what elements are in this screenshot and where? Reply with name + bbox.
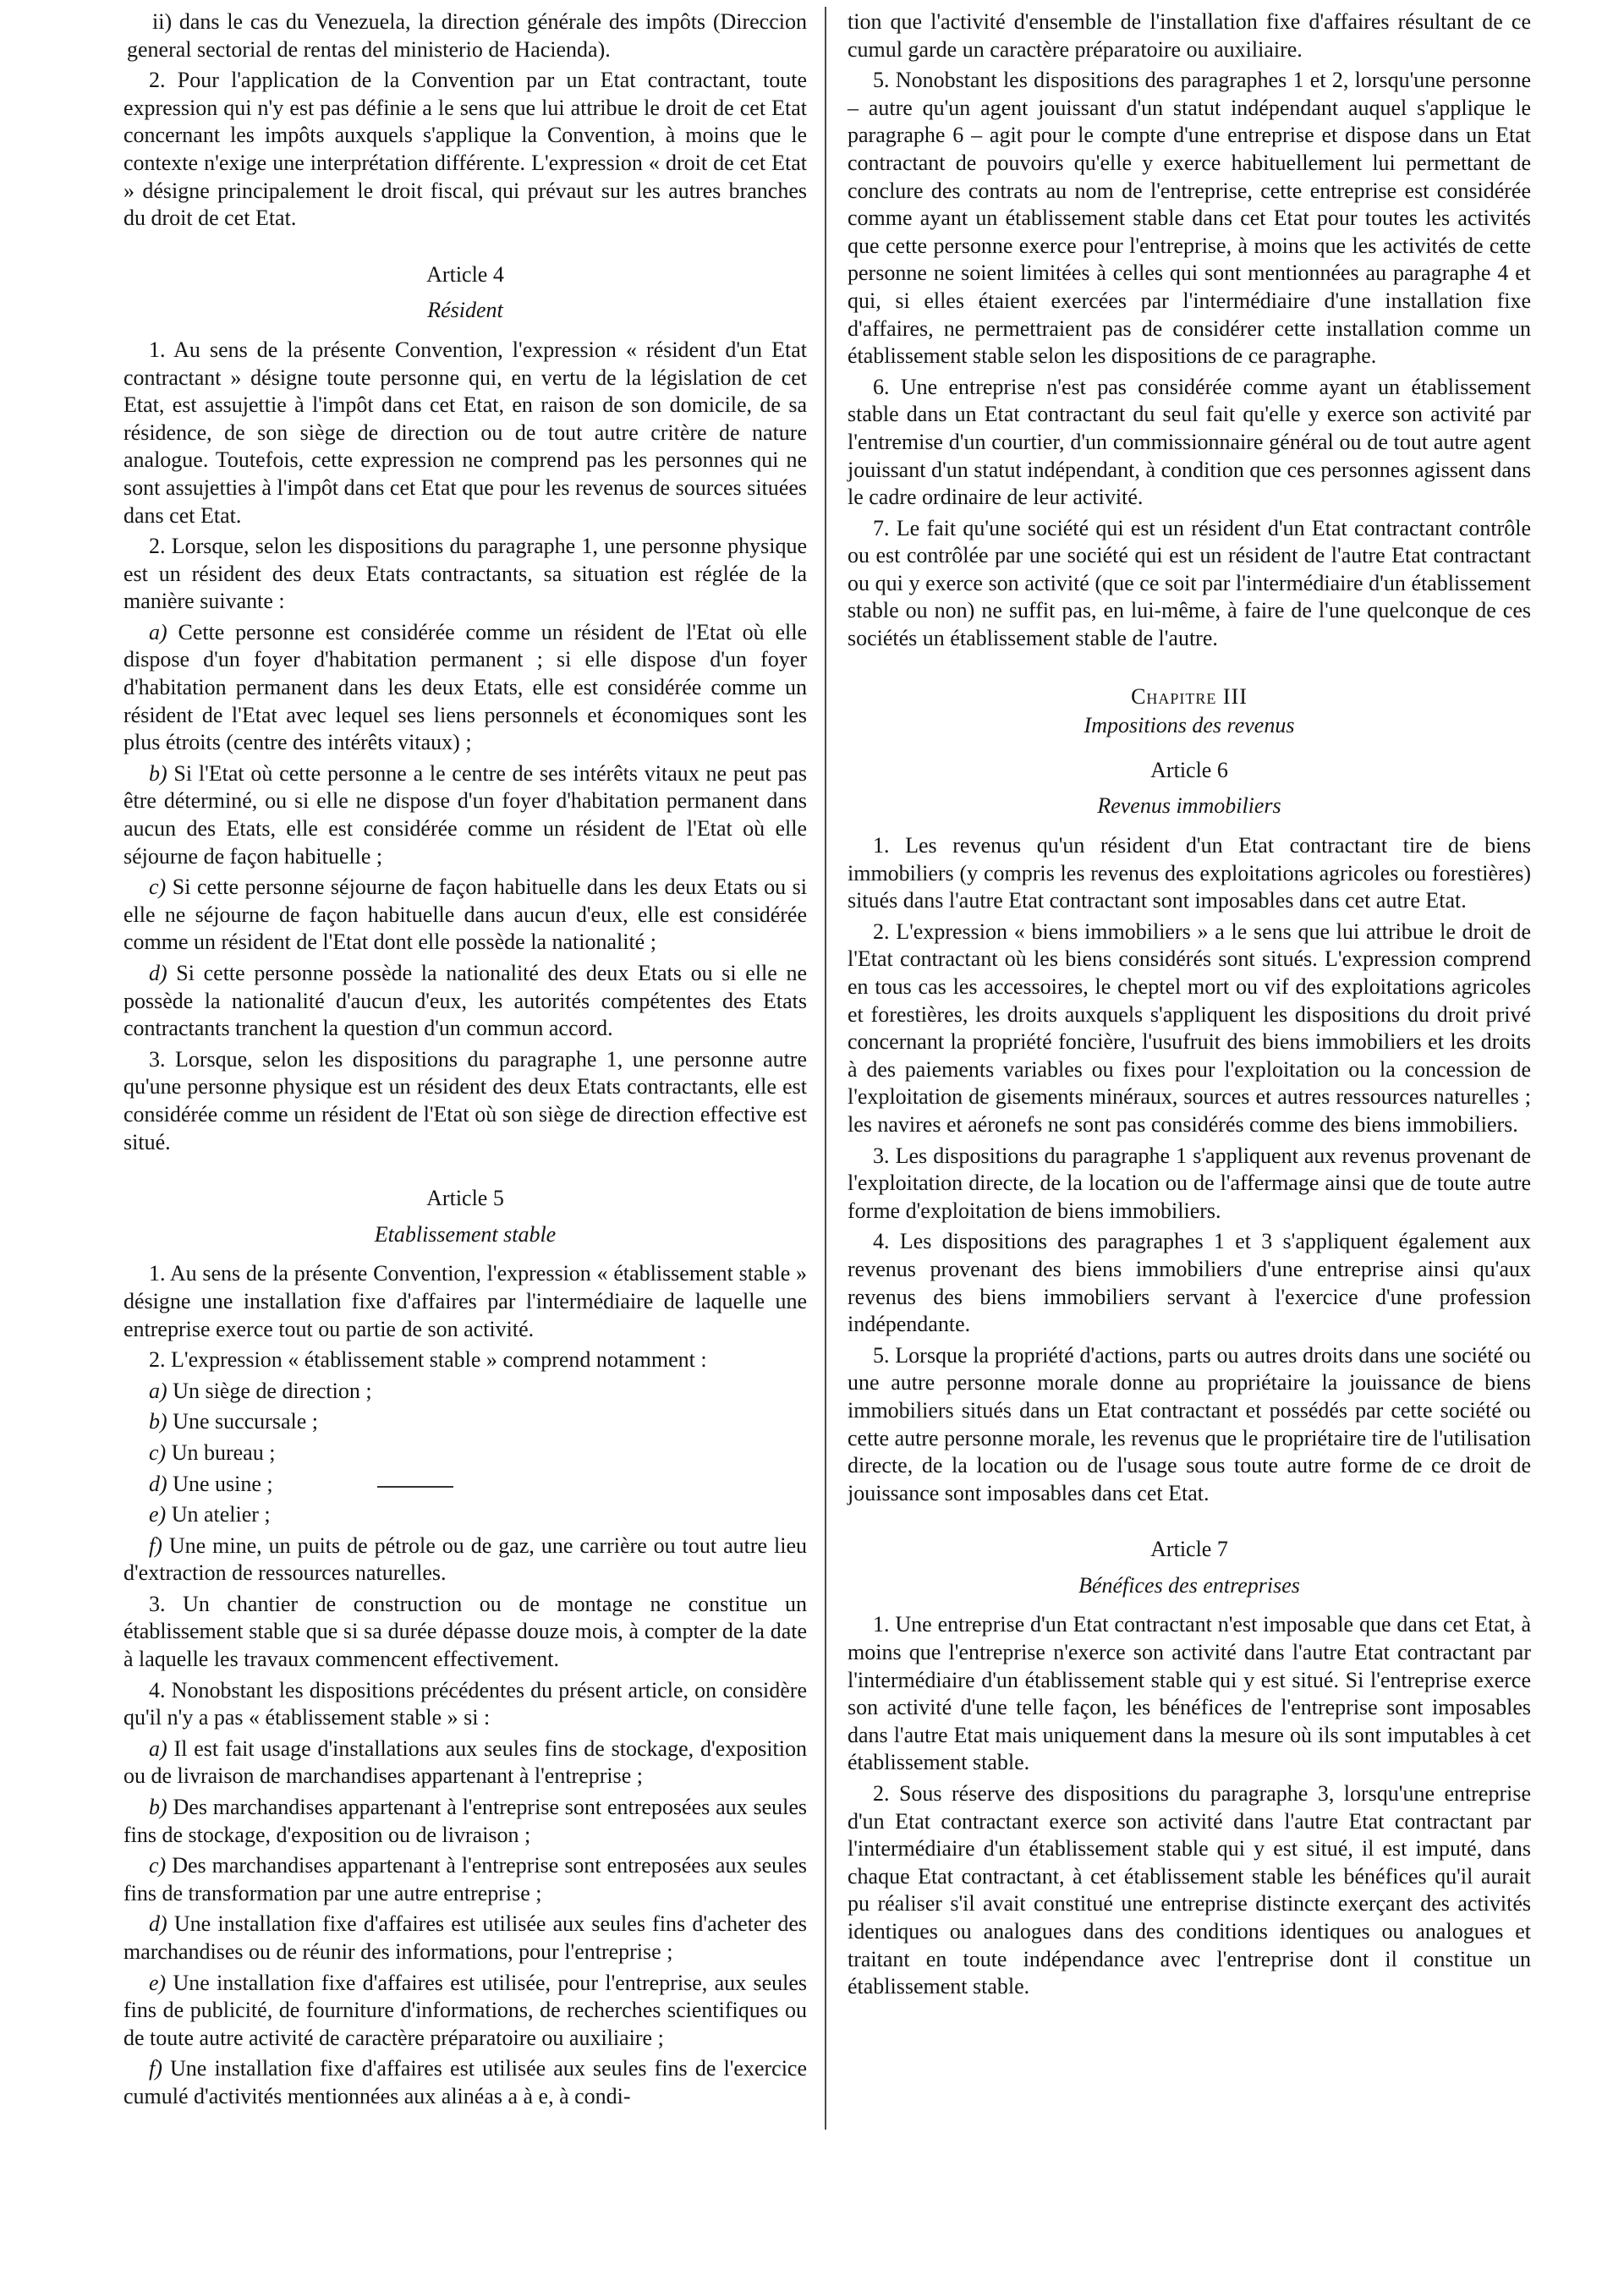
paragraph: 2. L'expression « biens immobiliers » a le sens que lui attribue le droit de l'Etat contractant où les biens considérés sont situés. L'expression comprend en tous cas les accessoires, le cheptel mort ou vif des exploitations agricoles et forestières, les droits auxquels s'appliquent les dispositions du droit privé concernant la propriété foncière, l'usufruit des biens immobiliers et les droits à des paiements variables ou fixes pour l'exploitation ou la concession de l'exploitation de gisements minéraux, sources et autres ressources naturelles ; les navires et aéronefs ne sont pas considérés comme des biens immobiliers. [848,918,1531,1137]
item-letter: e) [149,1502,167,1527]
list-item [123,760,807,870]
paragraph: 2. Pour l'application de la Convention par un Etat contractant, toute expression qui n'y est pas définie a le sens que lui attribue le droit de cet Etat concernant les impôts auxquels s'applique la Convention, à moins que le contexte n'exige une interprétation différente. L'expression « droit de cet Etat » désigne principalement le droit fiscal, qui prévaut sur les autres branches du droit de cet Etat. [123,68,807,231]
paragraph: 1. Une entreprise d'un Etat contractant n'est imposable que dans cet Etat, à moins que l'entreprise n'exerce son activité dans l'autre Etat contractant par l'intermédiaire d'un établissement stable qui y est situé. Si l'entreprise exerce son activité d'une telle façon, les bénéfices de l'entreprise sont imposables dans l'autre Etat mais uniquement dans la mesure où ils sont imputables à cet établissement stable. [848,1612,1531,1775]
list-item [123,1852,807,1907]
item-text: Une mine, un puits de pétrole ou de gaz, une carrière ou tout autre lieu d'extraction de ressources naturelles. [123,1533,807,1586]
paragraph: 2. Sous réserve des dispositions du paragraphe 3, lorsqu'une entreprise d'un Etat contractant exerce son activité dans l'autre Etat contractant par l'intermédiaire d'un établissement stable qui y est situé, il est imputé, dans chaque Etat contractant, à cet établissement stable les bénéfices qu'il aurait pu réaliser s'il avait constitué une entreprise distincte exerçant des activités identiques ou analogues dans des conditions identiques ou analogues et traitant en toute indépendance avec l'entreprise dont il constitue un établissement stable. [848,1781,1531,1999]
article-heading: Article 5 [426,1186,504,1211]
item-letter: f) [149,1533,162,1558]
item-text: Si cette personne séjourne de façon habituelle dans les deux Etats ou si elle ne séjourne de façon habituelle dans aucun d'eux, elle est considérée comme un résident de l'Etat dont elle possède la nationalité ; [123,875,807,955]
item-letter: c) [149,875,167,900]
list-item [123,619,807,757]
item-text: Il est fait usage d'installations aux seules fins de stockage, d'exposition ou de livraison de marchandises appartenant à l'entreprise ; [123,1735,807,1789]
item-letter: b) [149,1795,167,1820]
list-item [123,1439,807,1467]
list-item [123,960,807,1043]
item-letter: f) [149,2056,162,2081]
list-item [123,874,807,957]
paragraph: 5. Nonobstant les dispositions des paragraphes 1 et 2, lorsqu'une personne – autre qu'un agent jouissant d'un statut indépendant auquel s'applique le paragraphe 6 – agit pour le compte d'une entreprise et dispose dans un Etat contractant de pouvoirs qu'elle y exerce habituellement lui permettant de conclure des contrats au nom de l'entreprise, cette entreprise est considérée comme ayant un établissement stable dans cet Etat pour toutes les activités que cette personne exerce pour l'entreprise, à moins que les activités de cette personne ne soient limitées à celles qui sont mentionnées au paragraphe 4 et qui, si elles étaient exercées par l'intermédiaire d'une installation fixe d'affaires, ne permettraient pas de considérer cette installation comme un établissement stable selon les dispositions de ce paragraphe. [848,68,1531,369]
item-letter: b) [149,1409,167,1434]
column-divider [825,7,826,2130]
item-text: Si l'Etat où cette personne a le centre de ses intérêts vitaux ne peut pas être déterminé, ou si elle ne dispose d'un foyer d'habitation permanent dans aucun des Etats, elle est considérée comme un résident de l'Etat où elle séjourne de façon habituelle ; [123,760,807,869]
paragraph: 2. L'expression « établissement stable » comprend notamment : [149,1347,707,1373]
item-text: Un atelier ; [166,1502,271,1527]
list-item [123,1533,807,1587]
list-item [123,1970,807,2053]
item-text: Cette personne est considérée comme un résident de l'Etat où elle dispose d'un foyer d'habitation permanent ; si elle dispose d'un foyer d'habitation permanent dans les deux Etats, elle est considérée comme un résident de l'Etat avec lequel ses liens personnels et économiques sont les plus étroits (centre des intérêts vitaux) ; [123,619,807,755]
article-heading: Article 6 [1150,757,1228,782]
list-item [123,1794,807,1849]
item-letter: c) [149,1853,167,1878]
item-letter: a) [149,1735,167,1761]
paragraph: 1. Au sens de la présente Convention, l'expression « établissement stable » désigne une installation fixe d'affaires par l'intermédiaire de laquelle une entreprise exerce tout ou partie de son activité. [123,1261,807,1341]
list-item [123,1735,807,1790]
item-letter: b) [149,760,167,786]
paragraph: ii) dans le cas du Venezuela, la direction générale des impôts (Direccion general sectorial de rentas del ministerio de Hacienda). [127,9,807,62]
item-text: Si cette personne possède la nationalité des deux Etats ou si elle ne possède la nationalité d'aucun d'eux, les autorités compétentes des Etats contractants tranchent la question d'un commun accord. [123,961,807,1041]
article-title: Bénéfices des entreprises [1078,1572,1300,1598]
paragraph: 3. Un chantier de construction ou de montage ne constitue un établissement stable que si sa durée dépasse douze mois, à compter de la date à laquelle les travaux commencent effectivement. [123,1591,807,1672]
paragraph: 4. Les dispositions des paragraphes 1 et 3 s'appliquent également aux revenus provenant des biens immobiliers d'une entreprise ainsi qu'aux revenus des biens immobiliers servant à l'exercice d'une profession indépendante. [848,1229,1531,1337]
item-text: Une usine ; [167,1471,273,1496]
list-item [123,1378,807,1406]
paragraph: 4. Nonobstant les dispositions précédentes du présent article, on considère qu'il n'y a pas « établissement stable » si : [123,1677,807,1730]
item-text: Une installation fixe d'affaires est utilisée, pour l'entreprise, aux seules fins de publicité, de fourniture d'informations, de recherches scientifiques ou de toute autre activité de caractère préparatoire ou auxiliaire ; [123,1970,807,2050]
item-text: Des marchandises appartenant à l'entreprise sont entreposées aux seules fins de stockage, d'exposition ou de livraison ; [123,1795,807,1847]
item-text: Une succursale ; [167,1409,318,1434]
paragraph: 1. Au sens de la présente Convention, l'expression « résident d'un Etat contractant » désigne toute personne qui, en vertu de la législation de cet Etat, est assujettie à l'impôt dans cet Etat, en raison de son domicile, de sa résidence, de son siège de direction ou de tout autre critère de nature analogue. Toutefois, cette expression ne comprend pas les personnes qui ne sont assujetties à l'impôt dans cet Etat que pour les revenus de sources situées dans cet Etat. [123,337,807,528]
item-letter: d) [149,1911,167,1937]
list-item [123,1911,807,1966]
item-letter: a) [149,619,167,644]
item-letter: d) [149,1471,167,1496]
right-column [848,8,1531,2004]
paragraph: 2. Lorsque, selon les dispositions du paragraphe 1, une personne physique est un résident des deux Etats contractants, sa situation est réglée de la manière suivante : [123,534,807,614]
article-title: Résident [427,298,503,323]
item-text: Une installation fixe d'affaires est utilisée aux seules fins de l'exercice cumulé d'activités mentionnées aux alinéas a à e, à condi- [123,2056,807,2108]
paragraph: 7. Le fait qu'une société qui est un résident d'un Etat contractant contrôle ou est contrôlée par une société qui est un résident de l'autre Etat contractant ou qui y exerce son activité (que ce soit par l'intermédiaire d'un établissement stable ou non) ne suffit pas, en lui-même, à faire de l'une quelconque de ces sociétés un établissement stable de l'autre. [848,515,1531,651]
item-letter: c) [149,1439,167,1465]
article-heading: Article 4 [426,261,504,287]
list-item [123,1471,807,1499]
paragraph: 1. Les revenus qu'un résident d'un Etat contractant tire de biens immobiliers (y compris les revenus des exploitations agricoles ou forestières) situés dans l'autre Etat contractant sont imposables dans cet autre Etat. [848,833,1531,913]
item-letter: d) [149,961,167,985]
list-item [123,2055,807,2110]
paragraph: 5. Lorsque la propriété d'actions, parts ou autres droits dans une société ou une autre personne morale donne au propriétaire la jouissance de biens immobiliers situés dans un Etat contractant et possédés par cette société ou cette autre personne morale, les revenus que le propriétaire tire de l'utilisation directe, de la location ou de l'usage sous toute autre forme de ce droit de jouissance sont imposables dans cet Etat. [848,1342,1531,1505]
article-title: Etablissement stable [374,1221,557,1247]
item-text: Un siège de direction ; [167,1378,372,1403]
item-letter: a) [149,1378,167,1403]
paragraph: 6. Une entreprise n'est pas considérée comme ayant un établissement stable dans un Etat contractant du seul fait qu'elle y exerce son activité par l'entremise d'un courtier, d'un commissionnaire général ou de tout autre agent jouissant d'un statut indépendant, à condition que ces personnes agissent dans le cadre ordinaire de leur activité. [848,374,1531,510]
article-title: Revenus immobiliers [1097,793,1281,819]
article-heading: Article 7 [1150,1537,1228,1562]
scan-mark [377,1486,453,1488]
item-text: Un bureau ; [166,1439,276,1465]
chapter-title: Impositions des revenus [1084,713,1295,738]
chapter-heading: Chapitre III [1131,683,1248,709]
list-item [123,1408,807,1436]
item-letter: e) [149,1970,167,1995]
left-column [123,8,807,2114]
item-text: Des marchandises appartenant à l'entreprise sont entreposées aux seules fins de transformation par une autre entreprise ; [123,1853,807,1905]
paragraph: 3. Les dispositions du paragraphe 1 s'appliquent aux revenus provenant de l'exploitation directe, de la location ou de l'affermage ainsi que de toute autre forme d'exploitation de biens immobiliers. [848,1143,1531,1223]
list-item [123,1501,807,1529]
paragraph: tion que l'activité d'ensemble de l'installation fixe d'affaires résultant de ce cumul garde un caractère préparatoire ou auxiliaire. [848,9,1531,62]
paragraph: 3. Lorsque, selon les dispositions du paragraphe 1, une personne autre qu'une personne physique est un résident des deux Etats contractants, elle est considérée comme un résident de l'Etat où son siège de direction effective est situé. [123,1046,807,1154]
item-text: Une installation fixe d'affaires est utilisée aux seules fins d'acheter des marchandises ou de réunir des informations, pour l'entreprise ; [123,1911,807,1964]
